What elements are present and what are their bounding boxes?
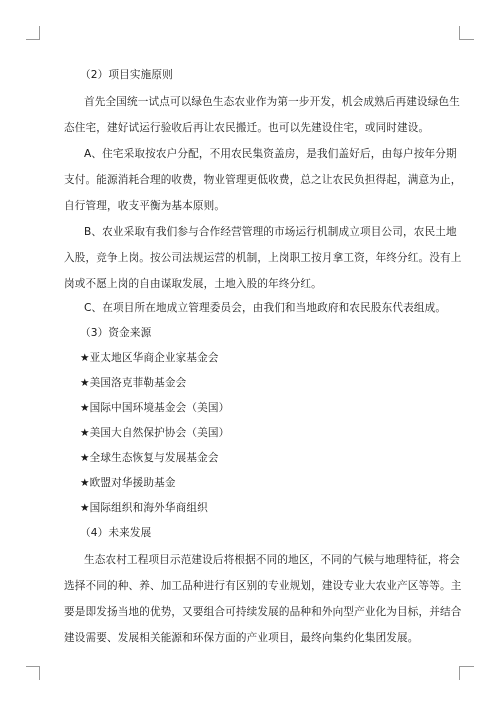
fund-list-item: ★美国大自然保护协会（美国） [80, 427, 230, 439]
paragraph-line: 态住宅，建好试运行验收后再让农民搬迁。也可以先建设住宅，或同时建设。 [64, 122, 430, 134]
section-heading-funding-sources: （3）资金来源 [80, 327, 152, 339]
fund-list-item: ★全球生态恢复与发展基金会 [80, 452, 219, 464]
paragraph-line: 要是即发扬当地的优势，又要组合可持续发展的品种和外向型产业化为目标，并结合 [64, 606, 462, 618]
paragraph-line: B、农业采取有我们参与合作经营管理的市场运行机制成立项目公司，农民土地 [84, 226, 457, 238]
fund-list-item: ★国际中国环境基金会（美国） [80, 402, 230, 414]
paragraph-line: 选择不同的种、养、加工品种进行有区别的专业规划，建设专业大农业产区等等。主 [64, 580, 462, 592]
fund-list-item: ★国际组织和海外华商组织 [80, 502, 208, 514]
fund-list-item: ★亚太地区华商企业家基金会 [80, 352, 219, 364]
section-heading-future-development: （4）未来发展 [80, 527, 152, 539]
paragraph-line: 首先全国统一试点可以绿色生态农业作为第一步开发，机会成熟后再建设绿色生 [84, 96, 461, 108]
paragraph-line: 支付。能源消耗合理的收费，物业管理更低收费，总之让农民负担得起，满意为止， [64, 174, 462, 186]
paragraph-line: A、住宅采取按农户分配，不用农民集资盖房，是我们盖好后，由每户按年分期 [84, 148, 457, 160]
fund-list-item: ★欧盟对华援助基金 [80, 477, 176, 489]
paragraph-line: 生态农村工程项目示范建设后将根据不同的地区，不同的气候与地理特征，将会 [84, 554, 461, 566]
paragraph-line: 自行管理，收支平衡为基本原则。 [64, 200, 226, 212]
fund-list-item: ★美国洛克菲勒基金会 [80, 377, 187, 389]
paragraph-line: 入股，竞争上岗。按公司法规运营的机制，上岗职工按月拿工资，年终分红。没有上 [64, 252, 462, 264]
paragraph-line: 岗或不愿上岗的自由谋取发展，土地入股的年终分红。 [64, 278, 322, 290]
paragraph-line: C、在项目所在地成立管理委员会，由我们和当地政府和农民股东代表组成。 [84, 302, 447, 314]
section-heading-implementation-principles: （2）项目实施原则 [80, 69, 173, 81]
paragraph-line: 建设需要、发展相关能源和环保方面的产业项目，最终向集约化集团发展。 [64, 632, 419, 644]
